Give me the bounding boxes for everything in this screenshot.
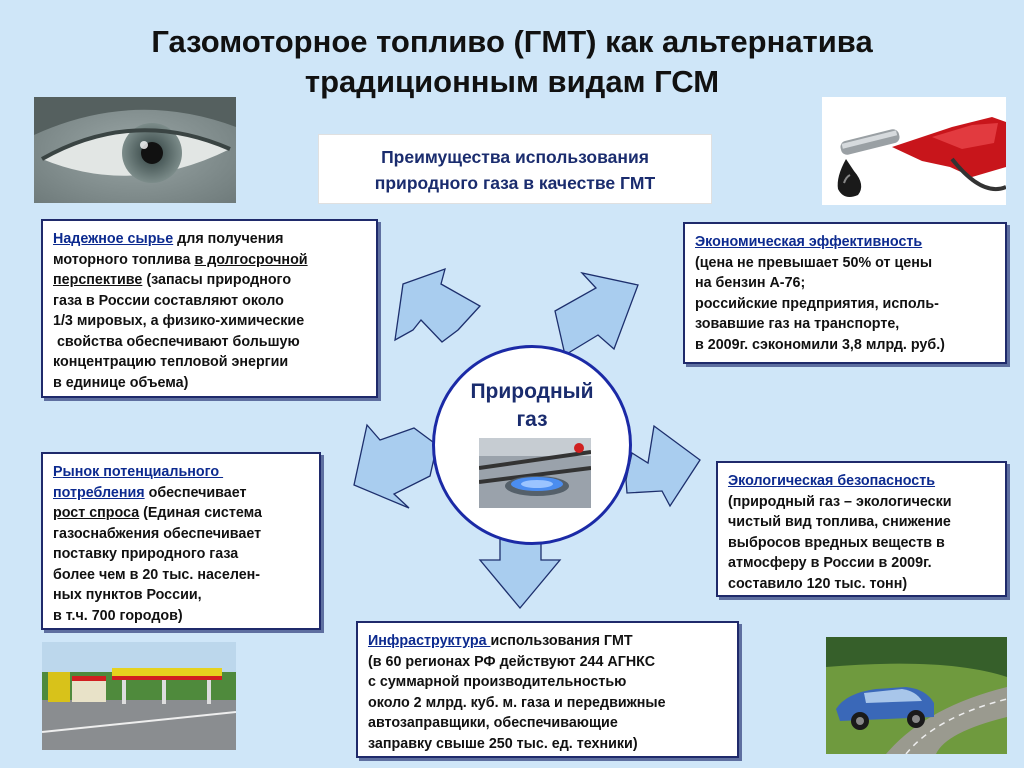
reliable-line: свойства обеспечивают большую	[53, 333, 300, 350]
title-line-1: Газомоторное топливо (ГМТ) как альтернатива	[151, 24, 873, 59]
arrow-down-right	[626, 426, 700, 506]
reliable-line: концентрацию тепловой энергии	[53, 354, 289, 370]
market-line: поставку природного газа	[53, 546, 239, 562]
banner-line-1: Преимущества использования	[381, 147, 649, 167]
infra-title: Инфраструктура	[368, 633, 491, 649]
reliable-text-1: для получения	[173, 231, 284, 247]
market-underline-1: рост спроса	[53, 505, 140, 521]
natural-gas-circle	[432, 345, 632, 545]
center-label	[435, 378, 629, 434]
market-text-2: (Единая система	[139, 505, 262, 521]
market-line: газоснабжения обеспечивает	[53, 525, 262, 542]
reliable-underline-2: перспективе	[53, 272, 143, 288]
infra-line: автозаправщики, обеспечивающие	[368, 715, 618, 731]
reliable-line: газа в России составляют около	[53, 292, 284, 309]
box-infrastructure	[356, 621, 739, 758]
market-line: в т.ч. 700 городов)	[53, 607, 183, 624]
gas-station-image	[42, 642, 236, 750]
economic-title: Экономическая эффективность	[695, 234, 923, 250]
economic-line: в 2009г. сэкономили 3,8 млрд. руб.)	[695, 336, 945, 353]
market-title-2: потребления	[53, 484, 145, 501]
reliable-underline-1: в долгосрочной	[194, 251, 308, 268]
ecology-line: выбросов вредных веществ в	[728, 534, 945, 551]
market-line: более чем в 20 тыс. населен-	[53, 566, 261, 583]
ecology-title: Экологическая безопасность	[728, 473, 936, 489]
arrow-down-left	[354, 425, 437, 508]
reliable-text-2: моторного топлива	[53, 251, 195, 268]
infra-line: с суммарной производительностью	[368, 674, 627, 690]
market-title-1: Рынок потенциального	[53, 464, 224, 480]
economic-line: (цена не превышает 50% от цены	[695, 254, 933, 271]
reliable-title: Надежное сырье	[53, 231, 174, 247]
infra-line: (в 60 регионах РФ действуют 244 АГНКС	[368, 653, 656, 670]
box-ecological-safety	[716, 461, 1007, 597]
box-market	[41, 452, 321, 630]
center-line-1: Природный	[470, 380, 594, 403]
box-economic-efficiency	[683, 222, 1007, 364]
title-line-2: традиционным видам ГСМ	[304, 64, 720, 99]
arrow-up-right	[555, 273, 638, 355]
gas-burner-image	[479, 438, 591, 508]
ecology-line: составило 120 тыс. тонн)	[728, 575, 908, 592]
market-line: ных пунктов России,	[53, 587, 202, 603]
reliable-line: 1/3 мировых, а физико-химические	[53, 313, 305, 329]
reliable-text-3: (запасы природного	[142, 272, 292, 288]
economic-line: зовавшие газ на транспорте,	[695, 316, 900, 332]
infra-line: заправку свыше 250 тыс. ед. техники)	[368, 735, 638, 752]
box-reliable-raw-material	[41, 219, 378, 398]
economic-line: российские предприятия, исполь-	[695, 295, 939, 312]
center-line-2: газ	[516, 408, 548, 431]
ecology-line: чистый вид топлива, снижение	[728, 514, 951, 530]
economic-line: на бензин А-76;	[695, 275, 806, 291]
banner-line-2: природного газа в качестве ГМТ	[374, 173, 656, 193]
arrow-up-left	[395, 269, 480, 342]
ecology-line: атмосферу в России в 2009г.	[728, 555, 932, 571]
ecology-line: (природный газ – экологически	[728, 493, 952, 510]
market-text-1: обеспечивает	[144, 484, 247, 501]
car-road-image	[826, 637, 1007, 754]
reliable-line: в единице объема)	[53, 374, 189, 391]
infra-line: около 2 млрд. куб. м. газа и передвижные	[368, 694, 666, 711]
infra-text-1: использования ГМТ	[490, 633, 633, 649]
